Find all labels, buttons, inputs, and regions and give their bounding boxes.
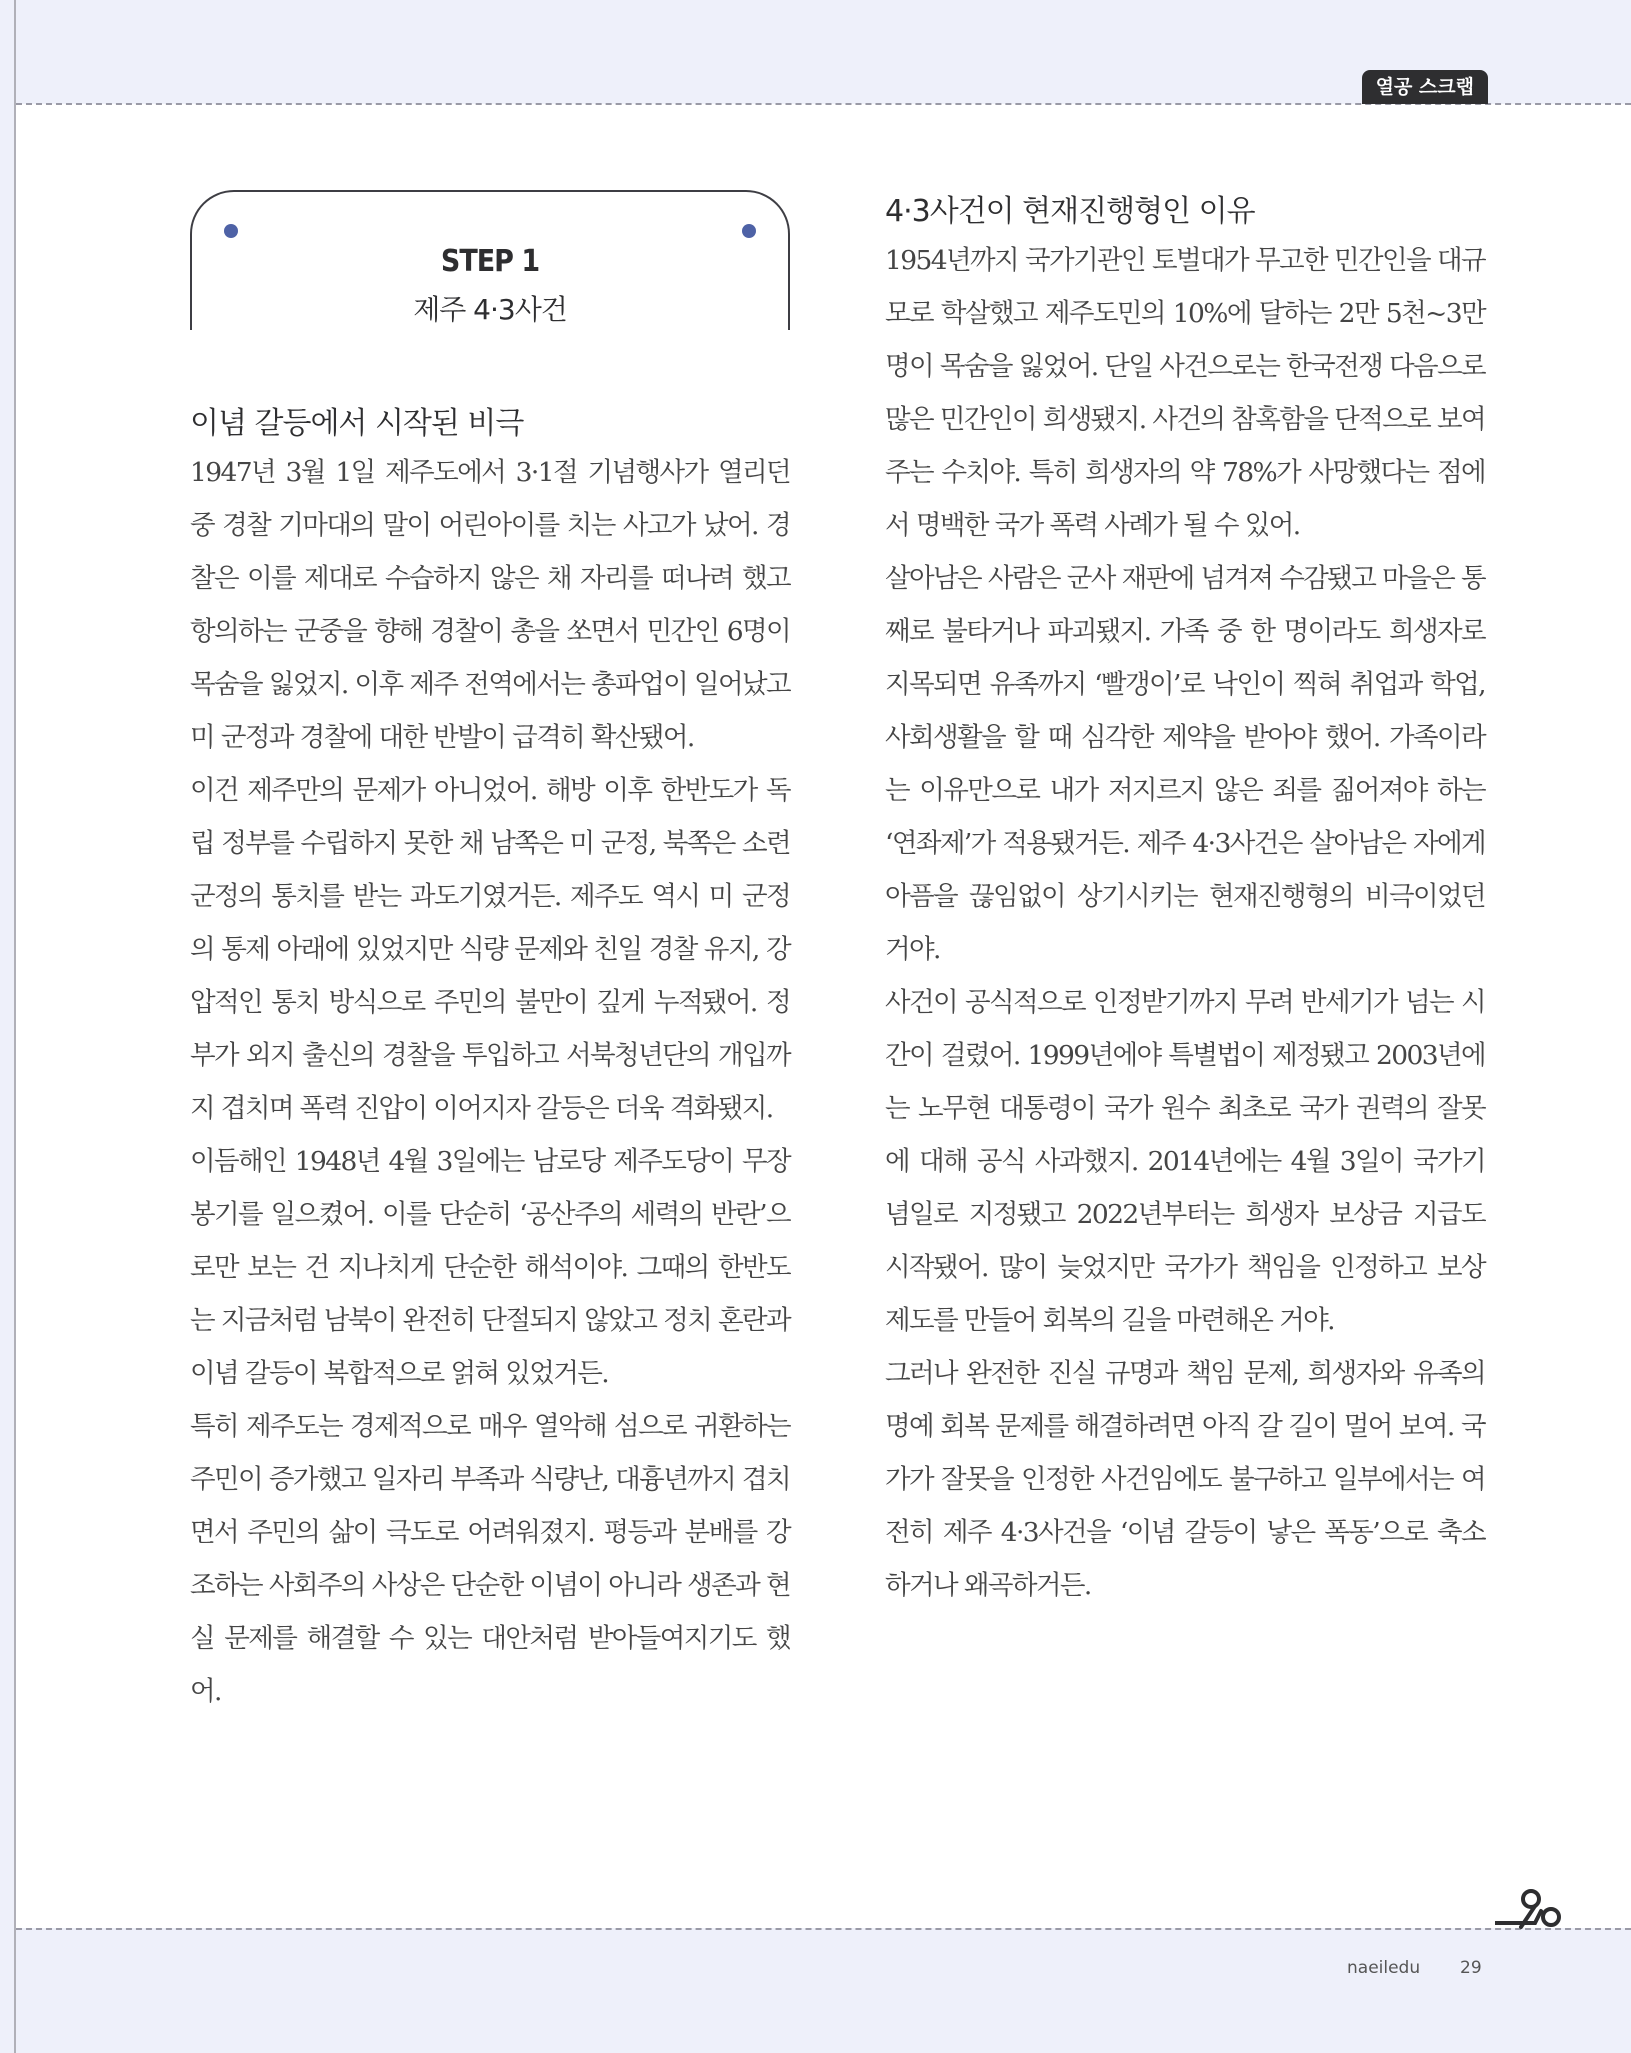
right-paragraph: 사건이 공식적으로 인정받기까지 무려 반세기가 넘는 시간이 걸렸어. 1999년에야 특별법이 제정됐고 2003년에는 노무현 대통령이 국가 원수 최초로 국가 권력의 잘못에 대해 공식 사과했지. 2014년에는 4월 3일이 국가기념일로 지정됐고 2022년부터는 희생자 보상금 지급도 시작됐어. 많이 늦었지만 국가가 책임을 인정하고 보상 제도를 만들어 회복의 길을 마련해온 거야. [885, 987, 1485, 1336]
left-heading: 이념 갈등에서 시작된 비극 [190, 406, 524, 441]
scissors-icon [1495, 1887, 1565, 1931]
left-body [190, 446, 790, 1718]
dot-left-icon [224, 224, 238, 238]
right-body [885, 234, 1485, 1612]
step-label: STEP 1 [440, 244, 540, 279]
step-box [190, 190, 790, 330]
left-paragraph: 이건 제주만의 문제가 아니었어. 해방 이후 한반도가 독립 정부를 수립하지 못한 채 남쪽은 미 군정, 북쪽은 소련 군정의 통치를 받는 과도기였거든. 제주도 역시 미 군정의 통제 아래에 있었지만 식량 문제와 친일 경찰 유지, 강압적인 통치 방식으로 주민의 불만이 깊게 누적됐어. 정부가 외지 출신의 경찰을 투입하고 서북청년단의 개입까지 겹치며 폭력 진압이 이어지자 갈등은 더욱 격화됐지. [190, 775, 790, 1124]
right-paragraph: 그러나 완전한 진실 규명과 책임 문제, 희생자와 유족의 명예 회복 문제를 해결하려면 아직 갈 길이 멀어 보여. 국가가 잘못을 인정한 사건임에도 불구하고 일부에서는 여전히 제주 4·3사건을 ‘이념 갈등이 낳은 폭동’으로 축소하거나 왜곡하거든. [885, 1358, 1485, 1601]
right-heading: 4·3사건이 현재진행형인 이유 [885, 194, 1255, 229]
bottom-band [16, 1928, 1631, 2053]
left-paragraph: 특히 제주도는 경제적으로 매우 열악해 섬으로 귀환하는 주민이 증가했고 일자리 부족과 식량난, 대흉년까지 겹치면서 주민의 삶이 극도로 어려워졌지. 평등과 분배를 강조하는 사회주의 사상은 단순한 이념이 아니라 생존과 현실 문제를 해결할 수 있는 대안처럼 받아들여지기도 했어. [190, 1411, 790, 1707]
bottom-dashed-cut-line [16, 1928, 1631, 1930]
footer-brand: naeiledu [1347, 1958, 1421, 1978]
right-paragraph: 1954년까지 국가기관인 토벌대가 무고한 민간인을 대규모로 학살했고 제주도민의 10%에 달하는 2만 5천~3만 명이 목숨을 잃었어. 단일 사건으로는 한국전쟁 다음으로 많은 민간인이 희생됐지. 사건의 참혹함을 단적으로 보여주는 수치야. 특히 희생자의 약 78%가 사망했다는 점에서 명백한 국가 폭력 사례가 될 수 있어. [885, 245, 1485, 541]
left-paragraph: 이듬해인 1948년 4월 3일에는 남로당 제주도당이 무장 봉기를 일으켰어. 이를 단순히 ‘공산주의 세력의 반란’으로만 보는 건 지나치게 단순한 해석이야. 그때의 한반도는 지금처럼 남북이 완전히 단절되지 않았고 정치 혼란과 이념 갈등이 복합적으로 얽혀 있었거든. [190, 1146, 790, 1389]
dot-right-icon [742, 224, 756, 238]
right-paragraph: 살아남은 사람은 군사 재판에 넘겨져 수감됐고 마을은 통째로 불타거나 파괴됐지. 가족 중 한 명이라도 희생자로 지목되면 유족까지 ‘빨갱이’로 낙인이 찍혀 취업과 학업, 사회생활을 할 때 심각한 제약을 받아야 했어. 가족이라는 이유만으로 내가 저지르지 않은 죄를 짊어져야 하는 ‘연좌제’가 적용됐거든. 제주 4·3사건은 살아남은 자에게 아픔을 끊임없이 상기시키는 현재진행형의 비극이었던 거야. [885, 563, 1485, 965]
step-title: 제주 4·3사건 [413, 293, 567, 326]
page-number: 29 [1460, 1958, 1482, 1978]
left-paragraph: 1947년 3월 1일 제주도에서 3·1절 기념행사가 열리던 중 경찰 기마대의 말이 어린아이를 치는 사고가 났어. 경찰은 이를 제대로 수습하지 않은 채 자리를 떠나려 했고 항의하는 군중을 향해 경찰이 총을 쏘면서 민간인 6명이 목숨을 잃었지. 이후 제주 전역에서는 총파업이 일어났고 미 군정과 경찰에 대한 반발이 급격히 확산됐어. [190, 457, 790, 753]
section-tab: 열공 스크랩 [1362, 70, 1488, 104]
